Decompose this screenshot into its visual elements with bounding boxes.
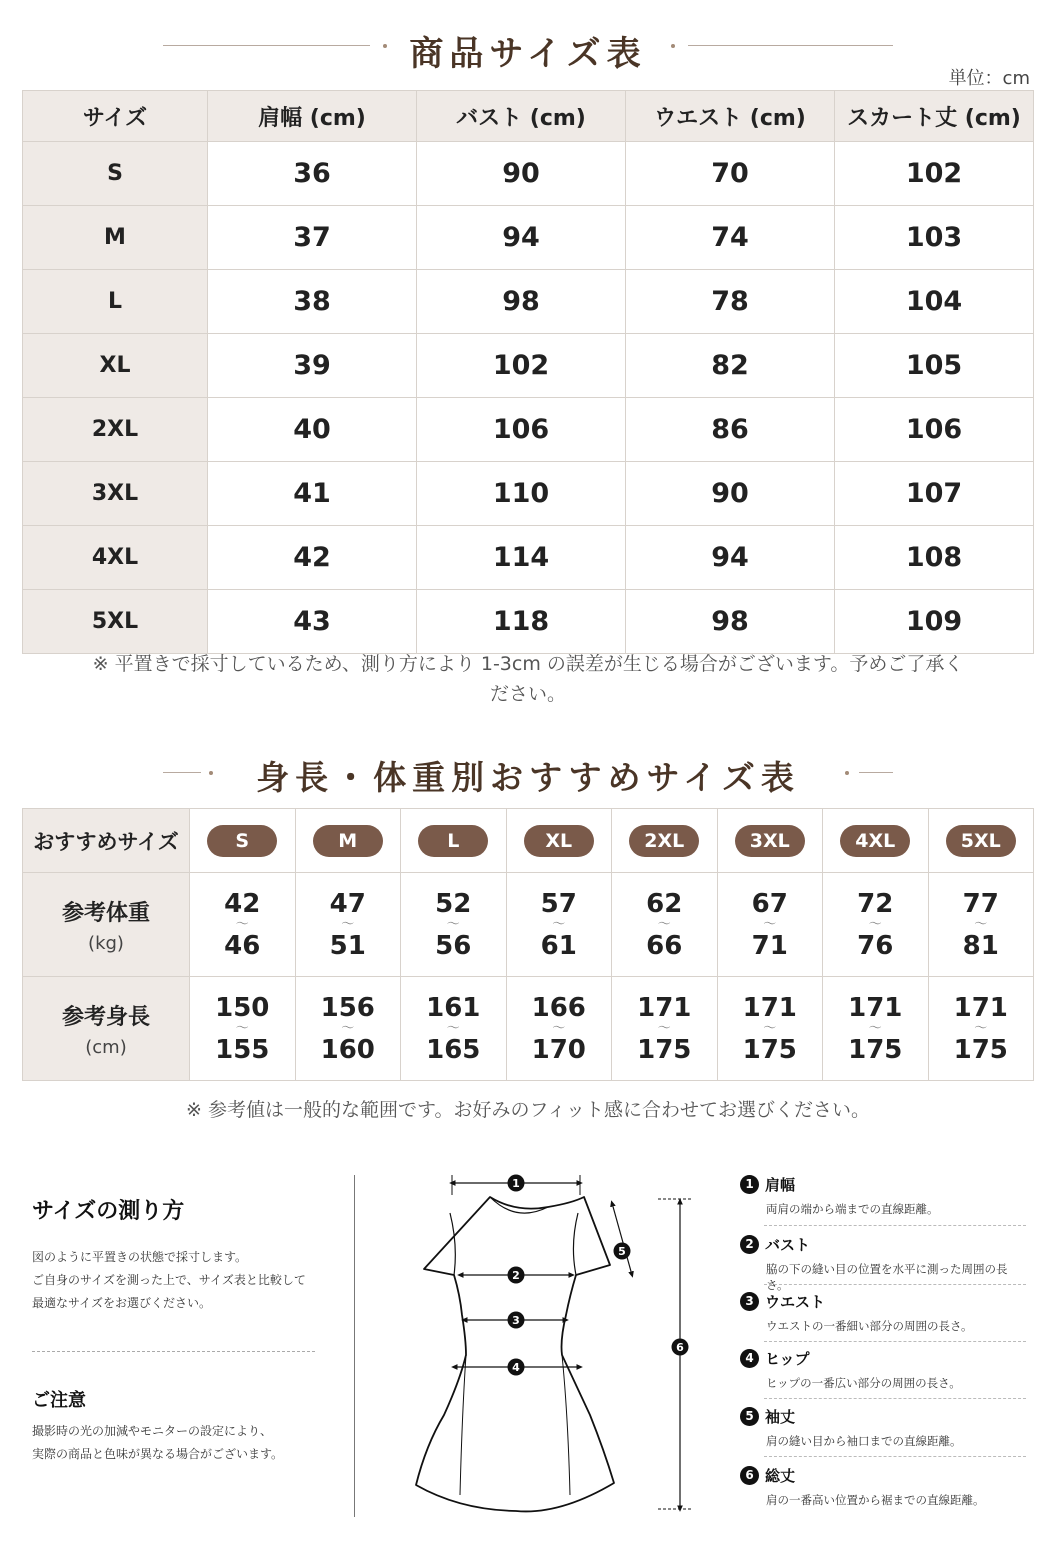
size-cell: S bbox=[23, 142, 208, 206]
table-row bbox=[23, 398, 1034, 462]
header-skirt-length: スカート丈 (cm) bbox=[835, 91, 1034, 142]
title-line-right-2 bbox=[859, 772, 893, 773]
weight-range-cell bbox=[190, 873, 296, 977]
how-to-line-1: 図のように平置きの状態で採寸します。 bbox=[32, 1250, 248, 1264]
tilde: ～ bbox=[446, 916, 460, 932]
table-cell: 39 bbox=[208, 334, 417, 398]
weight-range-cell bbox=[717, 873, 823, 977]
height-range-cell bbox=[295, 977, 401, 1081]
legend-desc-5: 肩の縫い目から袖口までの直線距離。 bbox=[766, 1434, 962, 1448]
table-cell: 106 bbox=[835, 398, 1034, 462]
table-cell: 41 bbox=[208, 462, 417, 526]
weight-range-max: 71 bbox=[751, 930, 788, 961]
header-size: サイズ bbox=[23, 91, 208, 142]
table-cell: 98 bbox=[417, 270, 626, 334]
table-cell: 86 bbox=[626, 398, 835, 462]
caution-line-2: 実際の商品と色味が異なる場合がございます。 bbox=[32, 1447, 284, 1461]
caution-text bbox=[32, 1420, 283, 1466]
tilde: ～ bbox=[657, 916, 671, 932]
table-cell: 102 bbox=[835, 142, 1034, 206]
table-cell: 102 bbox=[417, 334, 626, 398]
table-cell: 108 bbox=[835, 526, 1034, 590]
table-cell: 37 bbox=[208, 206, 417, 270]
table-cell: 104 bbox=[835, 270, 1034, 334]
height-range-cell bbox=[506, 977, 612, 1081]
legend-item-4 bbox=[740, 1348, 1026, 1391]
size-pill: 4XL bbox=[840, 825, 910, 857]
weight-range-max: 76 bbox=[857, 930, 894, 961]
size-pill-cell bbox=[190, 809, 296, 873]
tilde: ～ bbox=[763, 916, 777, 932]
legend-desc-4: ヒップの一番広い部分の周囲の長さ。 bbox=[766, 1376, 961, 1390]
legend-divider bbox=[764, 1398, 1026, 1399]
height-range-max: 160 bbox=[320, 1034, 375, 1065]
table-cell: 109 bbox=[835, 590, 1034, 654]
table-row bbox=[23, 334, 1034, 398]
size-pill: 2XL bbox=[629, 825, 699, 857]
recommend-size-label: おすすめサイズ bbox=[23, 809, 190, 873]
weight-label: 参考体重 bbox=[61, 900, 150, 926]
how-to-line-2: ご自身のサイズを測った上で、サイズ表と比較して bbox=[32, 1273, 306, 1287]
height-range-max: 175 bbox=[742, 1034, 797, 1065]
table-cell: 90 bbox=[626, 462, 835, 526]
table-cell: 78 bbox=[626, 270, 835, 334]
tilde: ～ bbox=[974, 916, 988, 932]
size-cell: 5XL bbox=[23, 590, 208, 654]
svg-text:3: 3 bbox=[512, 1314, 520, 1327]
tilde: ～ bbox=[868, 1020, 882, 1036]
size-pill: XL bbox=[524, 825, 594, 857]
legend-name-2: バスト bbox=[765, 1236, 811, 1254]
legend-name-6: 総丈 bbox=[765, 1467, 796, 1485]
marker-5 bbox=[614, 1243, 631, 1260]
weight-range-min: 57 bbox=[540, 888, 577, 919]
size-pill: M bbox=[313, 825, 383, 857]
tilde: ～ bbox=[235, 1020, 249, 1036]
svg-text:1: 1 bbox=[512, 1177, 520, 1190]
weight-range-cell bbox=[928, 873, 1034, 977]
marker-6 bbox=[672, 1339, 689, 1356]
size-cell: M bbox=[23, 206, 208, 270]
svg-text:4: 4 bbox=[512, 1361, 520, 1374]
table-cell: 114 bbox=[417, 526, 626, 590]
svg-text:5: 5 bbox=[618, 1245, 626, 1258]
weight-unit: (kg) bbox=[88, 932, 124, 954]
height-range-max: 175 bbox=[637, 1034, 692, 1065]
size-chart-note-1: ※ 平置きで採寸しているため、測り方により 1-3cm の誤差が生じる場合がございます。予めご了承く bbox=[92, 653, 964, 675]
height-range-cell bbox=[928, 977, 1034, 1081]
tilde: ～ bbox=[868, 916, 882, 932]
height-range-min: 156 bbox=[320, 992, 375, 1023]
weight-range-cell bbox=[612, 873, 718, 977]
sleeve-line bbox=[612, 1203, 632, 1275]
legend-item-1 bbox=[740, 1174, 1026, 1217]
table-cell: 94 bbox=[626, 526, 835, 590]
tilde: ～ bbox=[763, 1020, 777, 1036]
legend-num-5: 5 bbox=[740, 1407, 759, 1426]
table-cell: 118 bbox=[417, 590, 626, 654]
weight-range-max: 61 bbox=[540, 930, 577, 961]
size-pill: 5XL bbox=[946, 825, 1016, 857]
legend-num-4: 4 bbox=[740, 1349, 759, 1368]
recommend-note: ※ 参考値は一般的な範囲です。お好みのフィット感に合わせてお選びください。 bbox=[186, 1099, 870, 1121]
height-range-cell bbox=[717, 977, 823, 1081]
height-range-min: 171 bbox=[953, 992, 1008, 1023]
legend-name-1: 肩幅 bbox=[765, 1176, 796, 1194]
legend-divider bbox=[764, 1341, 1026, 1342]
size-chart-title: 商品サイズ表 bbox=[409, 34, 647, 74]
weight-range-min: 47 bbox=[329, 888, 366, 919]
size-pill-cell bbox=[717, 809, 823, 873]
legend-divider bbox=[764, 1284, 1026, 1285]
caution-title: ご注意 bbox=[32, 1390, 86, 1411]
height-range-min: 166 bbox=[531, 992, 586, 1023]
height-range-min: 150 bbox=[215, 992, 270, 1023]
marker-1 bbox=[508, 1175, 525, 1192]
legend-num-6: 6 bbox=[740, 1466, 759, 1485]
marker-3 bbox=[508, 1312, 525, 1329]
marker-2 bbox=[508, 1267, 525, 1284]
weight-range-min: 77 bbox=[962, 888, 999, 919]
tilde: ～ bbox=[552, 1020, 566, 1036]
table-cell: 38 bbox=[208, 270, 417, 334]
caution-line-1: 撮影時の光の加減やモニターの設定により、 bbox=[32, 1424, 273, 1438]
recommend-table bbox=[22, 808, 1034, 1081]
weight-range-min: 72 bbox=[857, 888, 894, 919]
title-line-right bbox=[688, 45, 893, 46]
how-to-text bbox=[32, 1246, 306, 1315]
svg-text:6: 6 bbox=[676, 1341, 684, 1354]
table-row bbox=[23, 142, 1034, 206]
svg-text:2: 2 bbox=[512, 1269, 520, 1282]
height-range-min: 171 bbox=[848, 992, 903, 1023]
height-range-min: 161 bbox=[426, 992, 481, 1023]
tilde: ～ bbox=[974, 1020, 988, 1036]
weight-range-cell bbox=[823, 873, 929, 977]
table-cell: 110 bbox=[417, 462, 626, 526]
table-cell: 107 bbox=[835, 462, 1034, 526]
size-pill-cell bbox=[506, 809, 612, 873]
title-dot-right bbox=[671, 44, 675, 48]
height-label: 参考身長 bbox=[61, 1004, 150, 1030]
vertical-divider bbox=[354, 1175, 355, 1517]
weight-range-cell bbox=[401, 873, 507, 977]
tilde: ～ bbox=[341, 1020, 355, 1036]
weight-range-min: 62 bbox=[646, 888, 683, 919]
size-chart-table bbox=[22, 90, 1034, 654]
dress-outline bbox=[416, 1197, 614, 1511]
weight-range-max: 81 bbox=[962, 930, 999, 961]
legend-name-3: ウエスト bbox=[765, 1293, 826, 1311]
tilde: ～ bbox=[341, 916, 355, 932]
table-row bbox=[23, 526, 1034, 590]
table-cell: 103 bbox=[835, 206, 1034, 270]
size-cell: L bbox=[23, 270, 208, 334]
legend-desc-2: 脇の下の縫い目の位置を水平に測った周囲の長さ。 bbox=[766, 1262, 1008, 1292]
tilde: ～ bbox=[552, 916, 566, 932]
marker-4 bbox=[508, 1359, 525, 1376]
weight-range-max: 66 bbox=[646, 930, 683, 961]
weight-range-min: 67 bbox=[751, 888, 788, 919]
legend-num-1: 1 bbox=[740, 1175, 759, 1194]
header-waist: ウエスト (cm) bbox=[626, 91, 835, 142]
height-unit: (cm) bbox=[85, 1036, 127, 1058]
tilde: ～ bbox=[235, 916, 249, 932]
recommend-chart-title: 身長・体重別おすすめサイズ表 bbox=[256, 758, 800, 797]
height-label-cell bbox=[23, 977, 190, 1081]
table-cell: 106 bbox=[417, 398, 626, 462]
tilde: ～ bbox=[657, 1020, 671, 1036]
legend-name-4: ヒップ bbox=[765, 1350, 810, 1368]
size-pill: S bbox=[207, 825, 277, 857]
table-cell: 82 bbox=[626, 334, 835, 398]
table-cell: 36 bbox=[208, 142, 417, 206]
legend-name-5: 袖丈 bbox=[765, 1408, 796, 1426]
table-cell: 105 bbox=[835, 334, 1034, 398]
height-range-max: 155 bbox=[215, 1034, 270, 1065]
title-dot-right-2 bbox=[845, 771, 849, 775]
size-cell: 3XL bbox=[23, 462, 208, 526]
size-pill: L bbox=[418, 825, 488, 857]
legend-desc-6: 肩の一番高い位置から裾までの直線距離。 bbox=[766, 1493, 985, 1507]
height-range-min: 171 bbox=[742, 992, 797, 1023]
size-pill: 3XL bbox=[735, 825, 805, 857]
table-row bbox=[23, 270, 1034, 334]
size-pill-cell bbox=[295, 809, 401, 873]
size-pill-cell bbox=[612, 809, 718, 873]
height-range-cell bbox=[823, 977, 929, 1081]
height-range-min: 171 bbox=[637, 992, 692, 1023]
weight-range-min: 52 bbox=[435, 888, 472, 919]
size-chart-note-2: ださい。 bbox=[489, 683, 566, 705]
tilde: ～ bbox=[446, 1020, 460, 1036]
table-cell: 42 bbox=[208, 526, 417, 590]
weight-label-cell bbox=[23, 873, 190, 977]
legend-num-3: 3 bbox=[740, 1292, 759, 1311]
size-cell: 2XL bbox=[23, 398, 208, 462]
weight-range-cell bbox=[506, 873, 612, 977]
size-pill-cell bbox=[823, 809, 929, 873]
legend-desc-1: 両肩の端から端までの直線距離。 bbox=[766, 1202, 939, 1216]
height-range-cell bbox=[190, 977, 296, 1081]
size-pill-cell bbox=[928, 809, 1034, 873]
size-cell: XL bbox=[23, 334, 208, 398]
how-to-title: サイズの測り方 bbox=[32, 1199, 185, 1224]
height-range-cell bbox=[612, 977, 718, 1081]
header-bust: バスト (cm) bbox=[417, 91, 626, 142]
weight-range-max: 46 bbox=[224, 930, 261, 961]
weight-range-max: 56 bbox=[435, 930, 472, 961]
height-range-max: 165 bbox=[426, 1034, 481, 1065]
table-cell: 43 bbox=[208, 590, 417, 654]
legend-item-5 bbox=[740, 1406, 1026, 1449]
header-shoulder: 肩幅 (cm) bbox=[208, 91, 417, 142]
height-range-cell bbox=[401, 977, 507, 1081]
weight-range-min: 42 bbox=[224, 888, 261, 919]
legend-item-3 bbox=[740, 1291, 1026, 1334]
unit-note: 単位：cm bbox=[948, 68, 1030, 89]
height-range-max: 170 bbox=[531, 1034, 586, 1065]
table-row bbox=[23, 206, 1034, 270]
size-cell: 4XL bbox=[23, 526, 208, 590]
table-cell: 94 bbox=[417, 206, 626, 270]
legend-divider bbox=[764, 1225, 1026, 1226]
legend-item-6 bbox=[740, 1465, 1026, 1508]
height-range-max: 175 bbox=[848, 1034, 903, 1065]
table-cell: 74 bbox=[626, 206, 835, 270]
dress-diagram bbox=[400, 1165, 720, 1525]
weight-range-cell bbox=[295, 873, 401, 977]
table-cell: 90 bbox=[417, 142, 626, 206]
how-to-divider bbox=[32, 1351, 315, 1352]
height-range-max: 175 bbox=[953, 1034, 1008, 1065]
weight-range-max: 51 bbox=[329, 930, 366, 961]
how-to-line-3: 最適なサイズをお選びください。 bbox=[32, 1296, 212, 1310]
table-cell: 40 bbox=[208, 398, 417, 462]
legend-num-2: 2 bbox=[740, 1235, 759, 1254]
size-pill-cell bbox=[401, 809, 507, 873]
table-row bbox=[23, 462, 1034, 526]
table-cell: 70 bbox=[626, 142, 835, 206]
legend-desc-3: ウエストの一番細い部分の周囲の長さ。 bbox=[766, 1319, 973, 1333]
table-cell: 98 bbox=[626, 590, 835, 654]
legend-divider bbox=[764, 1456, 1026, 1457]
table-row bbox=[23, 590, 1034, 654]
